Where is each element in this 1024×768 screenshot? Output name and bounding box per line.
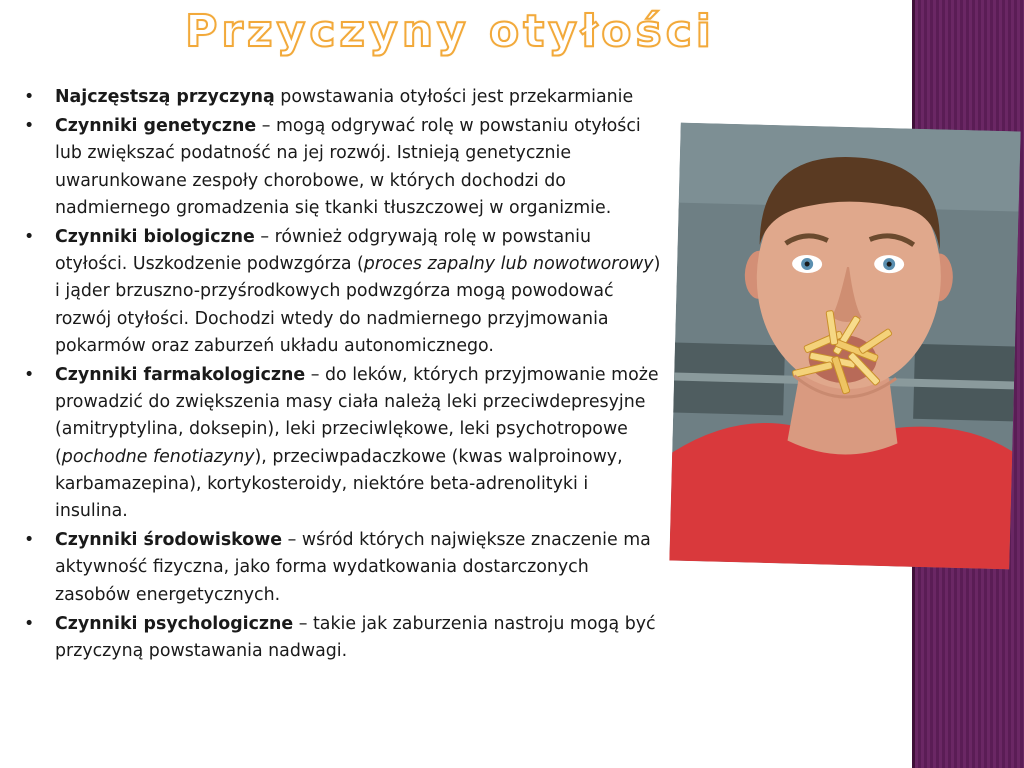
bullet-heading: Czynniki biologiczne: [55, 227, 255, 248]
bullet-list-container: [24, 84, 662, 667]
bullet-heading: Czynniki psychologiczne: [55, 613, 294, 634]
bullet-item-psychological: [24, 611, 662, 665]
bullet-heading: Najczęstszą przyczyną: [55, 87, 275, 107]
bullet-italic: proces zapalny lub nowotworowy: [363, 254, 654, 275]
page-title: Przyczyny otyłości: [185, 6, 715, 57]
bullet-marker: •: [24, 87, 35, 107]
bullet-item-pharmacological: [24, 362, 662, 525]
bullet-list: [24, 84, 662, 665]
bullet-item-main-cause: [24, 84, 662, 111]
bullet-marker: •: [24, 365, 35, 386]
bullet-marker: •: [24, 613, 35, 634]
bullet-text: – takie jak zaburzenia nastroju mogą być przyczyną powstawania nadwagi.: [55, 613, 656, 662]
bullet-text: – do leków, których przyjmowanie może prowadzić do zwiększenia masy ciała należą leki przeciwdepresyjne (amitryptylina, doksepin), leki przeciwlękowe, leki psychotropowe (: [55, 365, 659, 467]
bullet-marker: •: [24, 227, 35, 248]
bullet-item-biological: [24, 224, 662, 360]
bullet-heading: Czynniki genetyczne: [55, 116, 257, 137]
man-with-fries-photo: [669, 123, 1020, 570]
bullet-italic: pochodne fenotiazyny: [61, 446, 255, 467]
bullet-item-environmental: [24, 527, 662, 609]
bullet-text: ) i jąder brzuszno-przyśrodkowych podwzgórza mogą powodować rozwój otyłości. Dochodzi wtedy do nadmiernego przyjmowania pokarmów oraz zaburzeń układu autonomicznego.: [55, 254, 661, 356]
bullet-item-genetic: [24, 113, 662, 222]
bullet-text: – również odgrywają rolę w powstaniu otyłości. Uszkodzenie podwzgórza (: [55, 227, 591, 275]
bullet-text: ), przeciwpadaczkowe (kwas walproinowy, karbamazepina), kortykosteroidy, niektóre beta-adrenolityki i insulina.: [55, 446, 623, 522]
bullet-text: – wśród których największe znaczenie ma aktywność fizyczna, jako forma wydatkowania dostarczonych zasobów energetycznych.: [55, 530, 651, 605]
bullet-marker: •: [24, 116, 35, 137]
bullet-marker: •: [24, 530, 35, 551]
man-with-fries-illustration: [669, 123, 1020, 570]
bullet-heading: Czynniki środowiskowe: [55, 530, 283, 551]
bullet-heading: Czynniki farmakologiczne: [55, 365, 306, 386]
bullet-text: – mogą odgrywać rolę w powstaniu otyłości lub zwiększać podatność na jej rozwój. Istnieją genetycznie uwarunkowane zespoły chorobowe, w których dochodzi do nadmiernego gromadzenia się tkanki tłuszczowej w organizmie.: [55, 116, 641, 218]
bullet-text: powstawania otyłości jest przekarmianie: [274, 87, 634, 107]
